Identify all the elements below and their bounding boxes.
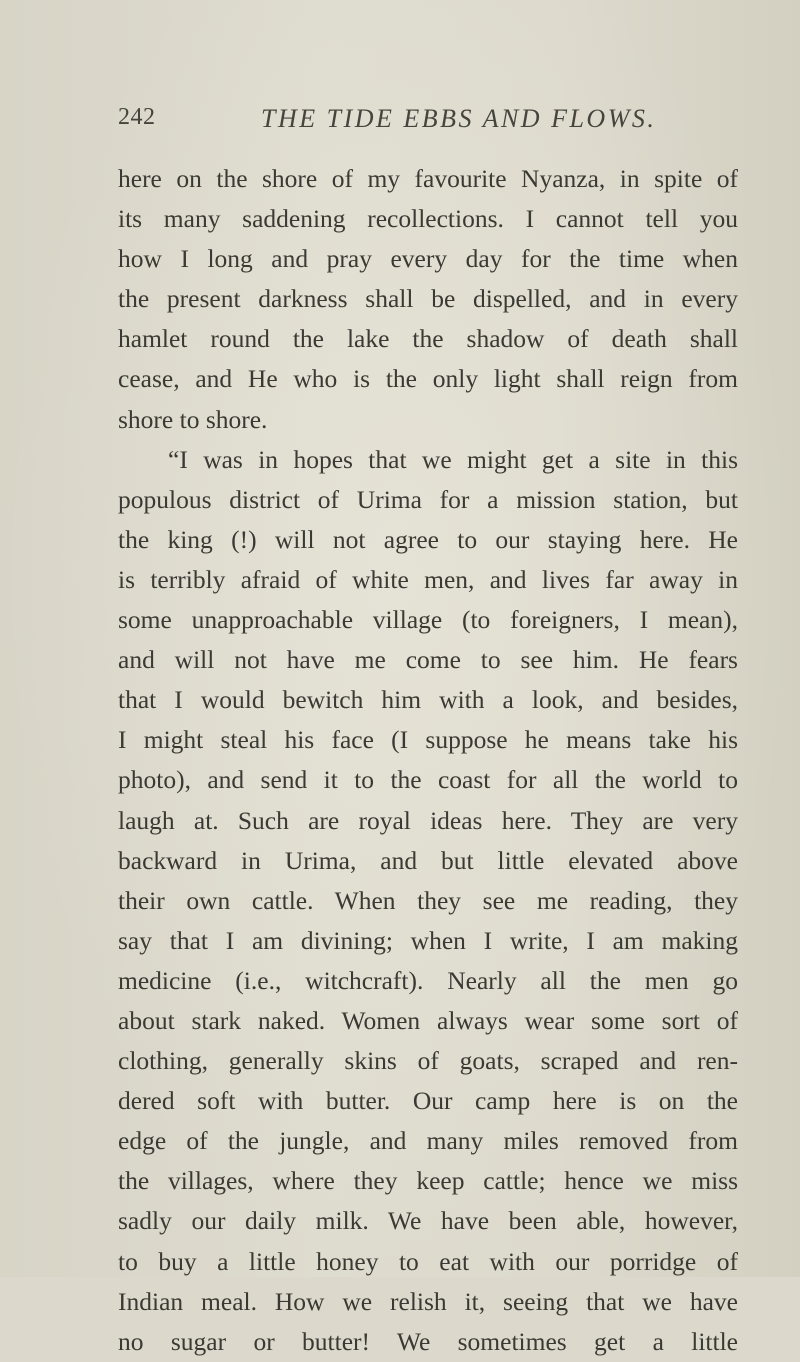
text-line: shore to shore.: [118, 404, 268, 434]
text-line: its many saddening recollections. I cannot tell you: [118, 204, 738, 234]
text-line: hamlet round the lake the shadow of death shall: [118, 324, 738, 354]
text-line: is terribly afraid of white men, and lives far away in: [118, 564, 738, 594]
page-number: 242: [118, 104, 156, 130]
text-line: the present darkness shall be dispelled, and in every: [118, 284, 738, 314]
text-line: their own cattle. When they see me reading, they: [118, 885, 738, 915]
running-head: THE TIDE EBBS AND FLOWS.: [261, 104, 657, 133]
text-line: laugh at. Such are royal ideas here. They are very: [118, 805, 738, 835]
text-line: dered soft with butter. Our camp here is on the: [118, 1086, 738, 1116]
text-line: that I would bewitch him with a look, and besides,: [118, 685, 738, 715]
text-line: clothing, generally skins of goats, scraped and ren-: [118, 1046, 738, 1076]
text-line: and will not have me come to see him. He fears: [118, 645, 738, 675]
page-header: [118, 98, 738, 138]
text-line: say that I am divining; when I write, I am making: [118, 925, 738, 955]
text-line: populous district of Urima for a mission station, but: [118, 484, 738, 514]
text-line: to buy a little honey to eat with our porridge of: [118, 1246, 738, 1276]
text-line: backward in Urima, and but little elevated above: [118, 845, 738, 875]
body-text: [118, 159, 738, 1362]
text-line: cease, and He who is the only light shall reign from: [118, 364, 738, 394]
text-line: the villages, where they keep cattle; hence we miss: [118, 1166, 738, 1196]
text-line: about stark naked. Women always wear some sort of: [118, 1005, 738, 1035]
text-line: medicine (i.e., witchcraft). Nearly all the men go: [118, 965, 738, 995]
text-line: photo), and send it to the coast for all the world to: [118, 765, 738, 795]
text-line: no sugar or butter! We sometimes get a little: [118, 1326, 738, 1356]
text-line: Indian meal. How we relish it, seeing that we have: [118, 1286, 738, 1316]
text-line: here on the shore of my favourite Nyanza, in spite of: [118, 164, 738, 193]
text-line: edge of the jungle, and many miles removed from: [118, 1126, 738, 1156]
text-line: the king (!) will not agree to our staying here. He: [118, 524, 738, 554]
text-line: some unapproachable village (to foreigners, I mean),: [118, 605, 738, 635]
text-line: sadly our daily milk. We have been able, however,: [118, 1206, 738, 1236]
text-line: “I was in hopes that we might get a site in this: [168, 444, 738, 474]
text-line: I might steal his face (I suppose he means take his: [118, 725, 738, 755]
text-line: how I long and pray every day for the time when: [118, 244, 738, 274]
